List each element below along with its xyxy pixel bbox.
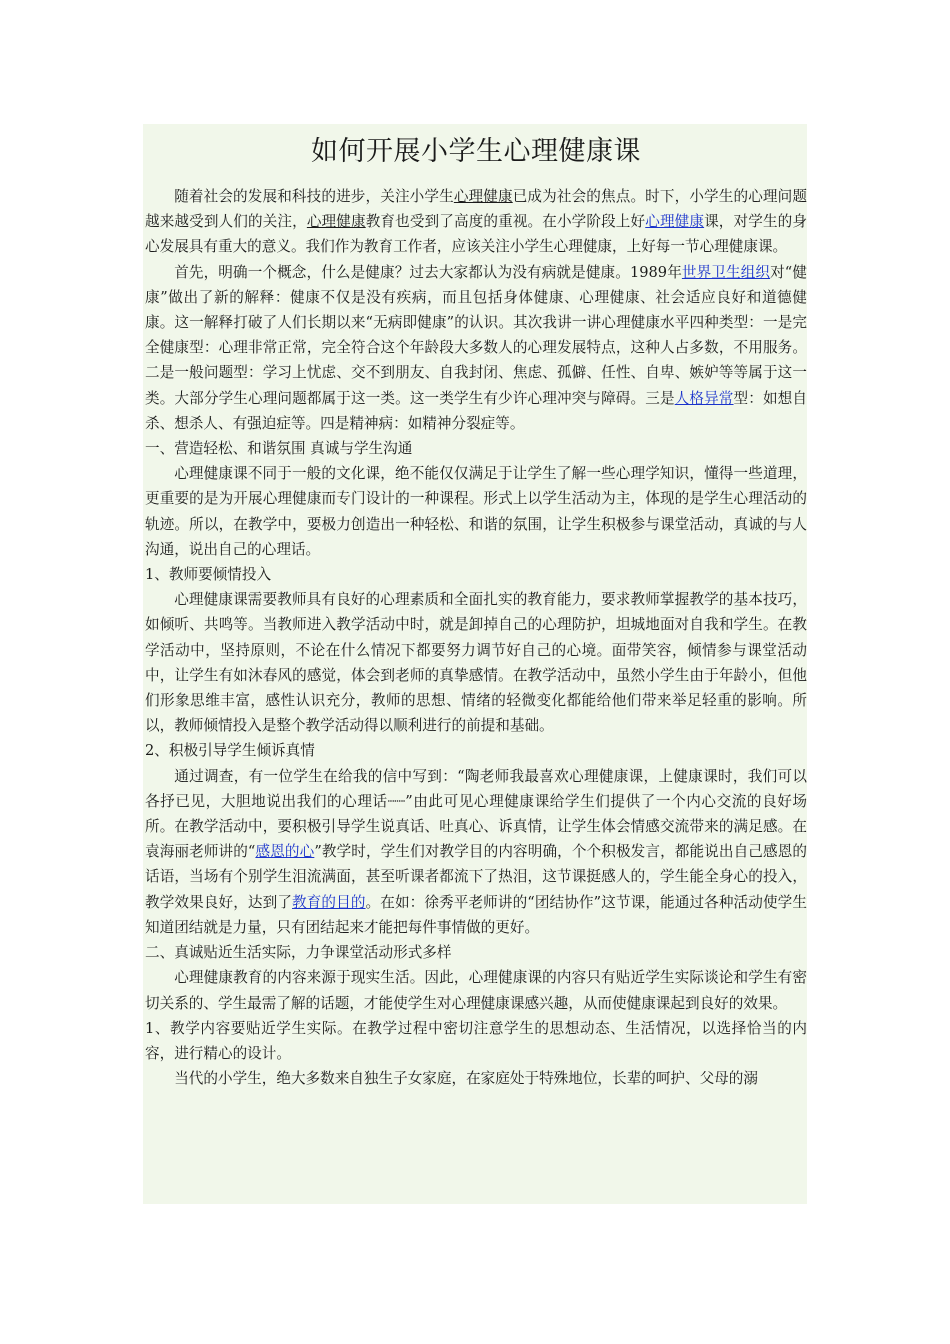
text-run: ”教学时，学生们对教学目的内容明确，个个积极发言，都能说出自己感恩的话语，当场有个别学生泪流满面，甚至听课者都流下了热泪，这节课挺感人的，学生能全身心的投入，教学效果良好，达到了 bbox=[145, 843, 807, 911]
inline-link[interactable]: 世界卫生组织 bbox=[681, 263, 771, 281]
section-heading bbox=[145, 436, 807, 461]
text-run: 教育也受到了高度的重视。在小学阶段上好 bbox=[365, 213, 646, 231]
text-run: 首先，明确一个概念，什么是健康？过去大家都认为没有病就是健康。1989年 bbox=[174, 263, 682, 281]
paragraph bbox=[145, 764, 807, 940]
text-run: 1、教学内容要贴近学生实际。在教学过程中密切注意学生的思想动态、生活情况，以选择恰当的内容，进行精心的设计。 bbox=[145, 1019, 807, 1062]
paragraph bbox=[145, 184, 807, 260]
text-run: 心理健康课需要教师具有良好的心理素质和全面扎实的教育能力，要求教师掌握教学的基本技巧，如倾听、共鸣等。当教师进入教学活动中时，就是卸掉自己的心理防护，坦城地面对自我和学生。在教学活动中，坚持原则，不论在什么情况下都要努力调节好自己的心境。面带笑容，倾情参与课堂活动中，让学生有如沐春风的感觉，体会到老师的真挚感情。在教学活动中，虽然小学生由于年龄小，但他们形象思维丰富，感性认识充分，教师的思想、情绪的轻微变化都能给他们带来举足轻重的影响。所以，教师倾情投入是整个教学活动得以顺利进行的前提和基础。 bbox=[145, 591, 807, 735]
inline-link[interactable]: 感恩的心 bbox=[255, 843, 315, 861]
document-page bbox=[143, 124, 807, 1204]
text-run: 型：如想自杀、想杀人、有强迫症等。四是精神病：如精神分裂症等。 bbox=[145, 389, 807, 432]
underlined-term: 心理健康 bbox=[306, 213, 366, 231]
inline-link[interactable]: 人格异常 bbox=[674, 389, 734, 407]
inline-link[interactable]: 心理健康 bbox=[645, 213, 705, 231]
text-run: 随着社会的发展和科技的进步，关注小学生 bbox=[174, 188, 454, 205]
paragraph bbox=[145, 1066, 807, 1091]
paragraph bbox=[145, 260, 807, 436]
inline-link[interactable]: 教育的目的 bbox=[292, 893, 366, 911]
text-run: 对“健康”做出了新的解释：健康不仅是没有疾病，而且包括身体健康、心理健康、社会适应良好和道德健康。这一解释打破了人们长期以来“无病即健康”的认识。其次我讲一讲心理健康水平四种类型：一是完全健康型：心理非常正常，完全符合这个年龄段大多数人的心理发展特点，这种人占多数，不用服务。二是一般问题型：学习上忧虑、交不到朋友、自我封闭、焦虑、孤僻、任性、自卑、嫉妒等等属于这一类。大部分学生心理问题都属于这一类。这一类学生有少许心理冲突与障碍。三是 bbox=[145, 263, 807, 407]
paragraph bbox=[145, 965, 807, 1015]
section-heading bbox=[145, 562, 807, 587]
paragraph bbox=[145, 461, 807, 562]
text-run: 已成为社会的焦点。时下，小学生的心理问题越来越受到人们的关注， bbox=[145, 188, 807, 231]
text-run: 通过调查，有一位学生在给我的信中写到：“陶老师我最喜欢心理健康课，上健康课时，我们可以各抒已见，大胆地说出我们的心理话┈┈”由此可见心理健康课给学生们提供了一个内心交流的良好场所。在教学活动中，要积极引导学生说真话、吐真心、诉真情，让学生体会情感交流带来的满足感。在袁海丽老师讲的“ bbox=[145, 767, 807, 861]
underlined-term: 心理健康 bbox=[453, 188, 513, 205]
text-run: 1、教师要倾情投入 bbox=[145, 566, 272, 584]
text-run: 一、营造轻松、和谐氛围 真诚与学生沟通 bbox=[145, 440, 413, 458]
paragraph bbox=[145, 587, 807, 738]
text-run: 心理健康课不同于一般的文化课，绝不能仅仅满足于让学生了解一些心理学知识，懂得一些道理，更重要的是为开展心理健康而专门设计的一种课程。形式上以学生活动为主，体现的是学生心理活动的轨迹。所以，在教学中，要极力创造出一种轻松、和谐的氛围，让学生积极参与课堂活动，真诚的与人沟通，说出自己的心理话。 bbox=[145, 465, 807, 558]
text-run: 。在如：徐秀平老师讲的“团结协作”这节课，能通过各种活动使学生知道团结就是力量，只有团结起来才能把每件事情做的更好。 bbox=[145, 893, 807, 936]
text-run: 2、积极引导学生倾诉真情 bbox=[145, 742, 315, 760]
text-run: 课，对学生的身心发展具有重大的意义。我们作为教育工作者，应该关注小学生心理健康，上好每一节心理健康课。 bbox=[145, 213, 807, 256]
document-body bbox=[145, 184, 807, 1091]
section-heading bbox=[145, 1016, 807, 1066]
section-heading bbox=[145, 940, 807, 965]
text-run: 心理健康教育的内容来源于现实生活。因此，心理健康课的内容只有贴近学生实际谈论和学生有密切关系的、学生最需了解的话题，才能使学生对心理健康课感兴趣，从而使健康课起到良好的效果。 bbox=[145, 969, 807, 1012]
text-run: 当代的小学生，绝大多数来自独生子女家庭，在家庭处于特殊地位，长辈的呵护、父母的溺 bbox=[174, 1070, 758, 1088]
section-heading bbox=[145, 738, 807, 763]
text-run: 二、真诚贴近生活实际，力争课堂活动形式多样 bbox=[145, 944, 452, 962]
document-title: 如何开展小学生心理健康课 bbox=[311, 136, 641, 167]
